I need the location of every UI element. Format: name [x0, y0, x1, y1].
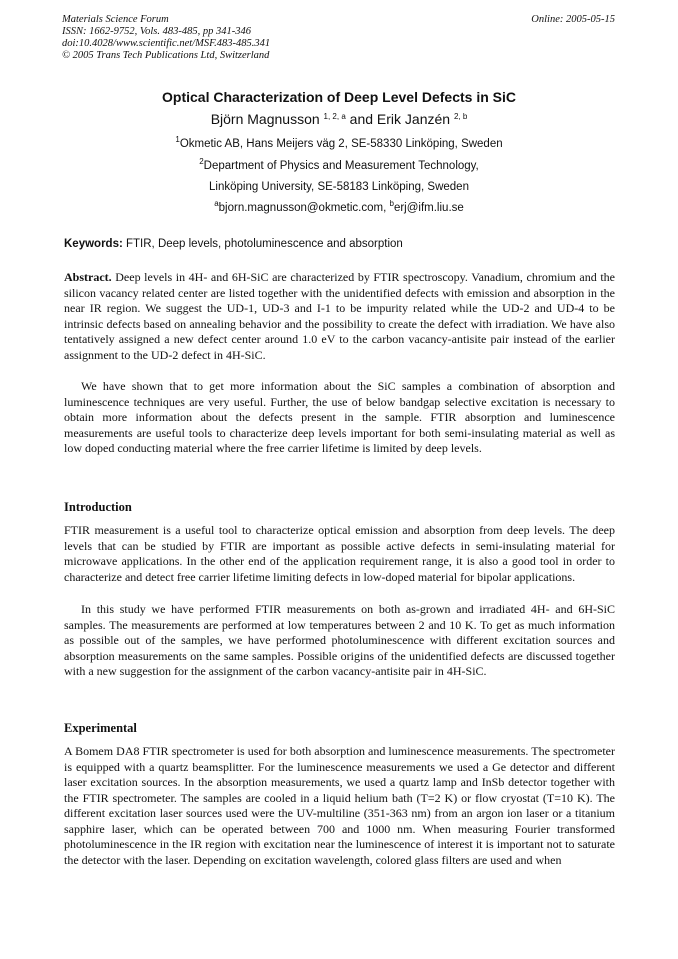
paper-title: Optical Characterization of Deep Level Defects in SiC [162, 89, 516, 105]
copyright-line: © 2005 Trans Tech Publications Ltd, Switzerland [62, 50, 270, 61]
author-and: and [349, 111, 374, 127]
introduction-paragraph-2: In this study we have performed FTIR measurements on both as-grown and irradiated 4H- and 6H-SiC samples. The measurements are performed at low temperatures between 2 and 10 K. To get as much information as possible out of the samples, we have performed photoluminescence with different excitation sources and absorption measurements on the same samples. Possible origins of the unidentified defects are discussed together with a new suggestion for the assignment of the carbon vacancy-antisite pair in 4H-SiC. [64, 602, 615, 678]
abstract-label: Abstract. [64, 270, 112, 284]
journal-header [62, 14, 615, 62]
affiliation-1-superscript: 1 [175, 135, 180, 144]
affiliation-2-line-2: Linköping University, SE-58183 Linköping, Sweden [209, 181, 469, 193]
affiliation-1-text: Okmetic AB, Hans Meijers väg 2, SE-58330 Linköping, Sweden [179, 138, 503, 150]
experimental-paragraph-1: A Bomem DA8 FTIR spectrometer is used for both absorption and luminescence measurements. The spectrometer is equipped with a quartz beamsplitter. For the luminescence measurements we used a Ge detector and different laser excitation sources. In the absorption measurements, we used a quartz lamp and InSb detector together with the FTIR spectrometer. The samples are cooled in a liquid helium bath (T=2 K) or flow cryostat (T=10 K). The different excitation laser sources used were the UV-multiline (351-363 nm) from an argon ion laser or a titanium sapphire laser, which can be operated between 700 and 1000 nm. When measuring Fourier transformed photoluminescence in the IR region with excitation near the luminescence of interest it is important not to saturate the detector with the laser. Depending on excitation wavelength, colored glass filters are used and when [64, 744, 615, 867]
email-b: erj@ifm.liu.se [393, 202, 464, 214]
affiliation-2-superscript: 2 [199, 157, 204, 166]
author-2-superscript: 2, b [453, 112, 468, 121]
email-b-superscript: b [389, 199, 394, 208]
email-line [0, 199, 678, 214]
journal-name: Materials Science Forum [62, 14, 169, 25]
author-2: Erik Janzén [376, 111, 451, 127]
introduction-heading: Introduction [64, 500, 132, 514]
issn-line: ISSN: 1662-9752, Vols. 483-485, pp 341-346 [62, 26, 251, 37]
doi-line: doi:10.4028/www.scientific.net/MSF.483-485.341 [62, 38, 271, 49]
abstract-text-1: Deep levels in 4H- and 6H-SiC are characterized by FTIR spectroscopy. Vanadium, chromium and the silicon vacancy related center are listed together with the unidentified defects with emission and absorption in the near IR region. We suggest the UD-1, UD-3 and I-1 to be impurity related while the UD-2 and UD-4 to be intrinsic defects based on annealing behavior and the possibility to create the defect with irradiation. We have also tentatively assigned a new defect center around 1.0 eV to the carbon vacancy-antisite pair instead of the earlier assignment to the UD-2 defect in 4H-SiC. [64, 270, 615, 362]
experimental-heading: Experimental [64, 721, 137, 735]
keywords [64, 238, 403, 250]
author-1-superscript: 1, 2, a [323, 112, 346, 121]
abstract-paragraph-2: We have shown that to get more information about the SiC samples a combination of absorption and luminescence techniques are very useful. Further, the use of below bandgap selective excitation is necessary to obtain more information about the defects present in the sample. FTIR absorption and luminescence measurements are useful tools to characterize deep levels important for both semi-insulating material as well as low doped conducting material where the free carrier lifetime is limited by deep levels. [64, 379, 615, 455]
email-a-superscript: a [214, 199, 219, 208]
email-a: bjorn.magnusson@okmetic.com, [218, 202, 387, 214]
author-line [0, 111, 678, 127]
keywords-text: FTIR, Deep levels, photoluminescence and absorption [126, 238, 403, 250]
online-date: Online: 2005-05-15 [531, 14, 615, 25]
keywords-label: Keywords: [64, 238, 123, 250]
abstract-paragraph-1 [64, 270, 615, 363]
introduction-paragraph-1: FTIR measurement is a useful tool to characterize optical emission and absorption from deep levels. The deep levels that can be studied by FTIR are important as possible active defects in semi-insulating material for microwave applications. In the other end of the application requirement range, it is also a good tool in order to characterize and detect free carrier lifetime limiting defects in low-doped material for bipolar applications. [64, 523, 615, 584]
author-1: Björn Magnusson [210, 111, 320, 127]
affiliation-2-text: Department of Physics and Measurement Technology, [203, 160, 479, 172]
affiliation-2 [0, 157, 678, 172]
affiliation-1 [0, 135, 678, 150]
